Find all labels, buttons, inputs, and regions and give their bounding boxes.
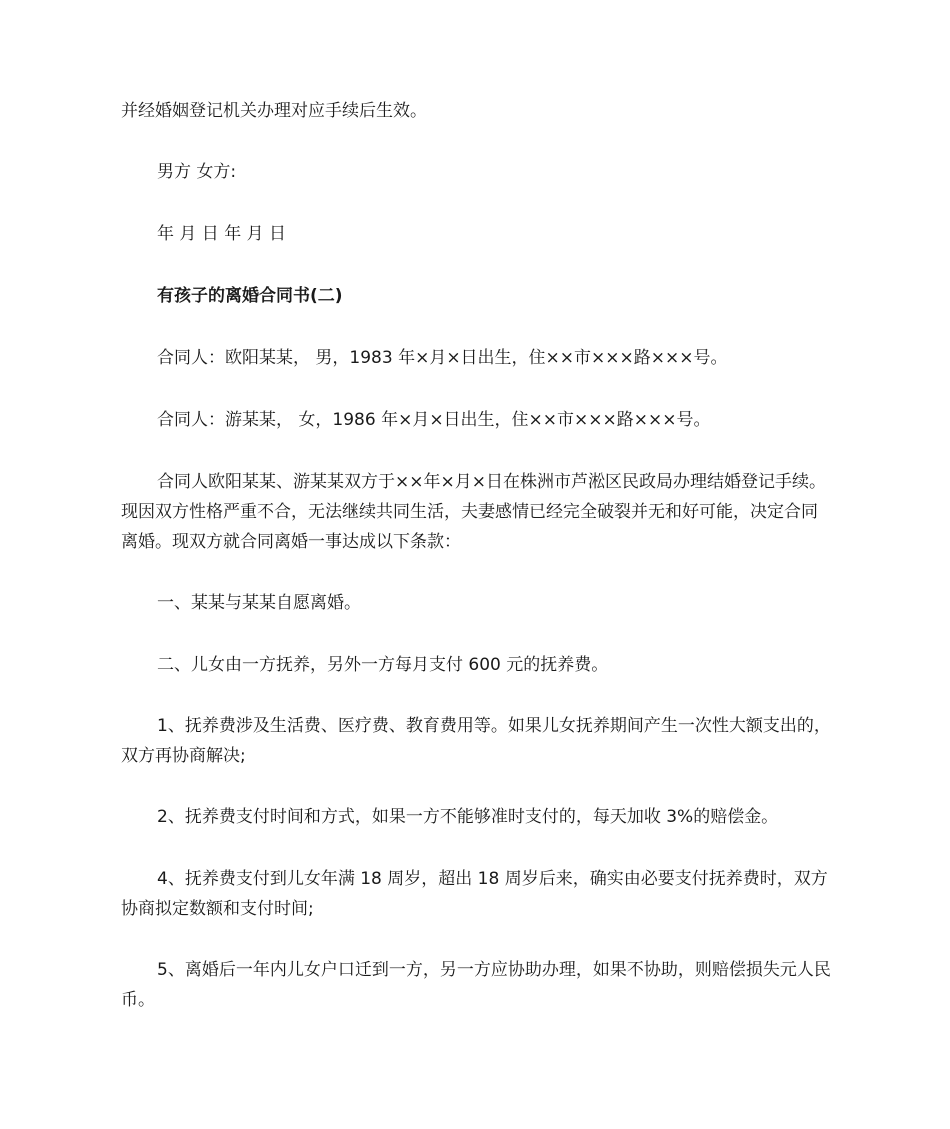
clause-two-paragraph: 二、儿女由一方抚养，另外一方每月支付 600 元的抚养费。 — [157, 655, 609, 675]
sub-clause-4-paragraph: 4、抚养费支付到儿女年满 18 周岁，超出 18 周岁后来，确实由必要支付抚养费时，双方协商拟定数额和支付时间; — [121, 869, 828, 919]
clause-one-paragraph: 一、某某与某某自愿离婚。 — [157, 593, 361, 613]
continuation-paragraph: 并经婚姻登记机关办理对应手续后生效。 — [121, 101, 427, 121]
signature-parties-line: 男方 女方: — [157, 162, 237, 182]
preamble-paragraph: 合同人欧阳某某、游某某双方于××年×月×日在株洲市芦淞区民政局办理结婚登记手续。现因双方性格严重不合，无法继续共同生活，夫妻感情已经完全破裂并无和好可能，决定合同离婚。现双方就合同离婚一事达成以下条款： — [121, 472, 826, 552]
sub-clause-1-paragraph: 1、抚养费涉及生活费、医疗费、教育费用等。如果儿女抚养期间产生一次性大额支出的，双方再协商解决; — [121, 716, 831, 766]
party-two-paragraph: 合同人：游某某， 女，1986 年×月×日出生，住××市×××路×××号。 — [157, 410, 711, 430]
section-heading: 有孩子的离婚合同书(二) — [157, 286, 343, 306]
party-one-paragraph: 合同人：欧阳某某， 男，1983 年×月×日出生，住××市×××路×××号。 — [157, 348, 728, 368]
sub-clause-2-paragraph: 2、抚养费支付时间和方式，如果一方不能够准时支付的，每天加收 3%的赔偿金。 — [157, 807, 779, 827]
signature-date-line: 年 月 日 年 月 日 — [157, 224, 287, 244]
sub-clause-5-paragraph: 5、离婚后一年内儿女户口迁到一方，另一方应协助办理，如果不协助，则赔偿损失元人民币。 — [121, 960, 831, 1010]
